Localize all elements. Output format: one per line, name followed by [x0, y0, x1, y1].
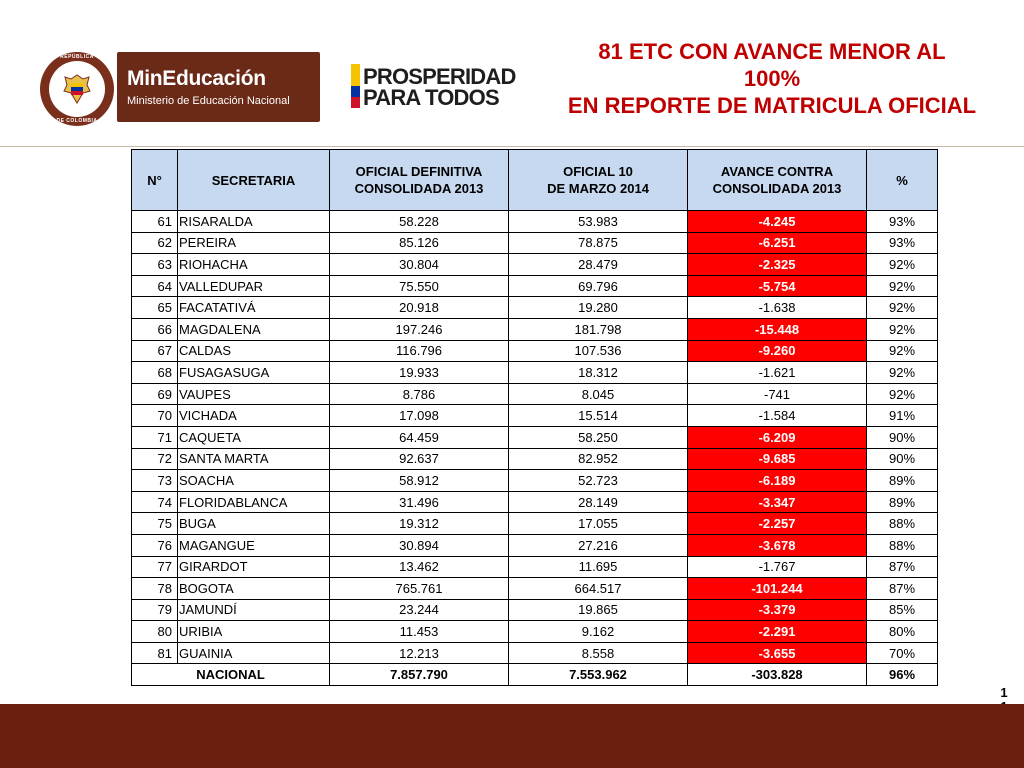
table-row — [132, 470, 938, 492]
row-percent: 85% — [867, 599, 938, 621]
prosperidad-logo — [363, 66, 516, 108]
brand-title: MinEducación — [127, 67, 266, 90]
colombia-seal-logo — [40, 52, 114, 126]
page-title — [530, 38, 1014, 119]
table-row — [132, 621, 938, 643]
table-row — [132, 318, 938, 340]
row-avance: -2.257 — [688, 513, 867, 535]
row-percent: 92% — [867, 340, 938, 362]
row-marzo: 181.798 — [509, 318, 688, 340]
row-percent: 87% — [867, 556, 938, 578]
row-avance: -6.189 — [688, 470, 867, 492]
row-percent: 93% — [867, 232, 938, 254]
row-number: 69 — [132, 383, 178, 405]
row-number: 65 — [132, 297, 178, 319]
row-secretaria: VALLEDUPAR — [178, 275, 330, 297]
enrollment-table — [131, 149, 938, 686]
row-avance: -1.638 — [688, 297, 867, 319]
row-marzo: 28.149 — [509, 491, 688, 513]
table-row — [132, 448, 938, 470]
row-definitiva: 17.098 — [330, 405, 509, 427]
row-definitiva: 197.246 — [330, 318, 509, 340]
row-percent: 88% — [867, 534, 938, 556]
row-secretaria: BOGOTA — [178, 578, 330, 600]
table-row — [132, 426, 938, 448]
column-header-avance: AVANCE CONTRA CONSOLIDADA 2013 — [688, 150, 867, 211]
row-marzo: 53.983 — [509, 211, 688, 233]
table-row — [132, 362, 938, 384]
table-row — [132, 232, 938, 254]
title-line-3: EN REPORTE DE MATRICULA OFICIAL — [567, 93, 977, 118]
table-row — [132, 340, 938, 362]
row-number: 61 — [132, 211, 178, 233]
row-avance: -3.678 — [688, 534, 867, 556]
table-row — [132, 556, 938, 578]
row-secretaria: JAMUNDÍ — [178, 599, 330, 621]
table-row — [132, 491, 938, 513]
row-avance: -1.621 — [688, 362, 867, 384]
row-secretaria: FLORIDABLANCA — [178, 491, 330, 513]
row-number: 74 — [132, 491, 178, 513]
table-row — [132, 383, 938, 405]
brand-subtitle: Ministerio de Educación Nacional — [127, 95, 290, 107]
column-header-definitiva: OFICIAL DEFINITIVA CONSOLIDADA 2013 — [330, 150, 509, 211]
row-definitiva: 8.786 — [330, 383, 509, 405]
row-definitiva: 92.637 — [330, 448, 509, 470]
row-secretaria: CAQUETA — [178, 426, 330, 448]
total-row — [132, 664, 938, 686]
row-secretaria: FACATATIVÁ — [178, 297, 330, 319]
table-row — [132, 534, 938, 556]
row-avance: -1.584 — [688, 405, 867, 427]
row-marzo: 664.517 — [509, 578, 688, 600]
row-percent: 88% — [867, 513, 938, 535]
column-header-number: N° — [132, 150, 178, 211]
row-avance: -5.754 — [688, 275, 867, 297]
row-number: 71 — [132, 426, 178, 448]
column-header-marzo: OFICIAL 10 DE MARZO 2014 — [509, 150, 688, 211]
row-marzo: 27.216 — [509, 534, 688, 556]
row-percent: 92% — [867, 254, 938, 276]
row-definitiva: 765.761 — [330, 578, 509, 600]
row-number: 62 — [132, 232, 178, 254]
row-definitiva: 64.459 — [330, 426, 509, 448]
row-avance: -3.347 — [688, 491, 867, 513]
row-marzo: 69.796 — [509, 275, 688, 297]
row-definitiva: 19.312 — [330, 513, 509, 535]
row-number: 67 — [132, 340, 178, 362]
row-marzo: 19.280 — [509, 297, 688, 319]
row-avance: -9.260 — [688, 340, 867, 362]
row-secretaria: VAUPES — [178, 383, 330, 405]
row-percent: 90% — [867, 426, 938, 448]
row-definitiva: 11.453 — [330, 621, 509, 643]
row-avance: -6.251 — [688, 232, 867, 254]
row-marzo: 15.514 — [509, 405, 688, 427]
row-marzo: 52.723 — [509, 470, 688, 492]
row-percent: 91% — [867, 405, 938, 427]
row-marzo: 107.536 — [509, 340, 688, 362]
row-definitiva: 30.894 — [330, 534, 509, 556]
row-marzo: 8.558 — [509, 642, 688, 664]
row-secretaria: BUGA — [178, 513, 330, 535]
row-avance: -2.325 — [688, 254, 867, 276]
total-definitiva: 7.857.790 — [330, 664, 509, 686]
row-avance: -3.655 — [688, 642, 867, 664]
row-number: 63 — [132, 254, 178, 276]
table-row — [132, 211, 938, 233]
row-definitiva: 116.796 — [330, 340, 509, 362]
row-marzo: 17.055 — [509, 513, 688, 535]
total-label: NACIONAL — [132, 664, 330, 686]
row-definitiva: 75.550 — [330, 275, 509, 297]
row-marzo: 82.952 — [509, 448, 688, 470]
row-percent: 92% — [867, 275, 938, 297]
row-marzo: 9.162 — [509, 621, 688, 643]
title-line-2: 100% — [743, 66, 801, 91]
seal-top-text: REPÚBLICA — [60, 54, 94, 60]
row-definitiva: 85.126 — [330, 232, 509, 254]
prosperidad-line2: PARA TODOS — [363, 85, 499, 110]
row-avance: -15.448 — [688, 318, 867, 340]
row-percent: 89% — [867, 491, 938, 513]
row-percent: 92% — [867, 297, 938, 319]
total-marzo: 7.553.962 — [509, 664, 688, 686]
total-avance: -303.828 — [688, 664, 867, 686]
row-percent: 87% — [867, 578, 938, 600]
row-secretaria: RIOHACHA — [178, 254, 330, 276]
row-marzo: 8.045 — [509, 383, 688, 405]
row-percent: 90% — [867, 448, 938, 470]
colombia-flag-icon — [351, 64, 360, 108]
row-marzo: 19.865 — [509, 599, 688, 621]
row-definitiva: 19.933 — [330, 362, 509, 384]
footer-bar — [0, 704, 1024, 768]
row-number: 75 — [132, 513, 178, 535]
row-avance: -2.291 — [688, 621, 867, 643]
table-row — [132, 513, 938, 535]
row-avance: -6.209 — [688, 426, 867, 448]
row-number: 64 — [132, 275, 178, 297]
title-line-1: 81 ETC CON AVANCE MENOR AL — [598, 39, 946, 64]
row-number: 81 — [132, 642, 178, 664]
row-secretaria: FUSAGASUGA — [178, 362, 330, 384]
row-percent: 92% — [867, 362, 938, 384]
row-secretaria: PEREIRA — [178, 232, 330, 254]
row-number: 66 — [132, 318, 178, 340]
row-number: 78 — [132, 578, 178, 600]
row-percent: 92% — [867, 318, 938, 340]
row-number: 73 — [132, 470, 178, 492]
row-definitiva: 31.496 — [330, 491, 509, 513]
table-row — [132, 578, 938, 600]
row-avance: -4.245 — [688, 211, 867, 233]
row-secretaria: SOACHA — [178, 470, 330, 492]
row-definitiva: 13.462 — [330, 556, 509, 578]
row-definitiva: 58.912 — [330, 470, 509, 492]
row-secretaria: GIRARDOT — [178, 556, 330, 578]
row-avance: -9.685 — [688, 448, 867, 470]
row-number: 79 — [132, 599, 178, 621]
row-secretaria: RISARALDA — [178, 211, 330, 233]
row-number: 80 — [132, 621, 178, 643]
total-percent: 96% — [867, 664, 938, 686]
table-row — [132, 254, 938, 276]
page-number-line-1: 1 — [1000, 685, 1008, 700]
row-secretaria: VICHADA — [178, 405, 330, 427]
row-secretaria: CALDAS — [178, 340, 330, 362]
row-percent: 89% — [867, 470, 938, 492]
table-row — [132, 642, 938, 664]
column-header-percent: % — [867, 150, 938, 211]
row-secretaria: URIBIA — [178, 621, 330, 643]
row-percent: 93% — [867, 211, 938, 233]
row-avance: -3.379 — [688, 599, 867, 621]
row-number: 76 — [132, 534, 178, 556]
row-marzo: 28.479 — [509, 254, 688, 276]
row-avance: -741 — [688, 383, 867, 405]
row-number: 70 — [132, 405, 178, 427]
prosperidad-line1: PROSPERIDAD — [363, 64, 516, 89]
coat-of-arms-icon — [49, 61, 105, 117]
seal-bottom-text: DE COLOMBIA — [56, 118, 98, 124]
row-number: 77 — [132, 556, 178, 578]
row-secretaria: GUAINIA — [178, 642, 330, 664]
row-secretaria: MAGDALENA — [178, 318, 330, 340]
row-percent: 80% — [867, 621, 938, 643]
row-definitiva: 20.918 — [330, 297, 509, 319]
row-marzo: 58.250 — [509, 426, 688, 448]
row-number: 72 — [132, 448, 178, 470]
column-header-secretaria: SECRETARIA — [178, 150, 330, 211]
row-definitiva: 58.228 — [330, 211, 509, 233]
table-row — [132, 297, 938, 319]
row-definitiva: 30.804 — [330, 254, 509, 276]
row-number: 68 — [132, 362, 178, 384]
table-row — [132, 275, 938, 297]
table-body — [132, 211, 938, 664]
row-marzo: 18.312 — [509, 362, 688, 384]
row-secretaria: MAGANGUE — [178, 534, 330, 556]
row-avance: -101.244 — [688, 578, 867, 600]
mineducacion-logo — [117, 52, 320, 122]
table-header-row — [132, 150, 938, 211]
row-definitiva: 12.213 — [330, 642, 509, 664]
row-percent: 70% — [867, 642, 938, 664]
row-marzo: 78.875 — [509, 232, 688, 254]
row-avance: -1.767 — [688, 556, 867, 578]
row-definitiva: 23.244 — [330, 599, 509, 621]
row-secretaria: SANTA MARTA — [178, 448, 330, 470]
table-row — [132, 599, 938, 621]
row-marzo: 11.695 — [509, 556, 688, 578]
table-row — [132, 405, 938, 427]
row-percent: 92% — [867, 383, 938, 405]
header-divider — [0, 146, 1024, 147]
